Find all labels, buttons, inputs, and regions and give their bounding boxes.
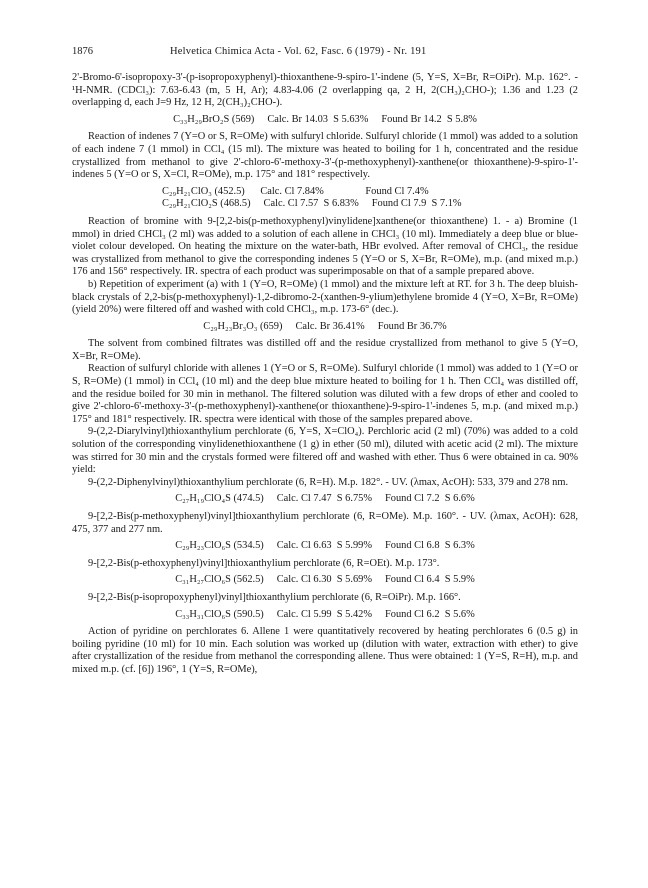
page-number: 1876 (72, 46, 93, 57)
paragraph: Reaction of indenes 7 (Y=O or S, R=OMe) with sulfuryl chloride. Sulfuryl chloride (1 mmol) was added to a solution of each indene 7 (1 mmol) in CCl₄ (15 ml). The mixture was heated to boiling for 1 h, concentrated and the residue crystallized from methanol to give 2'-chloro-6'-methoxy-3'-(p-methoxyphenyl)-xanthene(or thioxanthene)-9-spiro-1'-indenes 5 (Y=O or S, X=Cl, R=OMe), m.p. 175° and 181° respectively. (72, 131, 578, 181)
formula-line: C₃₃H₂₉BrO₂S (569) Calc. Br 14.03 S 5.63% Found Br 14.2 S 5.8% (173, 113, 477, 125)
journal-title: Helvetica Chimica Acta - Vol. 62, Fasc. 6 (1979) - Nr. 191 (170, 46, 427, 57)
formula-line: C₂₉H₂₃ClO₆S (534.5) Calc. Cl 6.63 S 5.99% Found Cl 6.8 S 6.3% (175, 540, 475, 552)
article-body (72, 72, 578, 677)
paragraph: 2'-Bromo-6'-isopropoxy-3'-(p-isopropoxyphenyl)-thioxanthene-9-spiro-1'-indene (5, Y=S, X=Br, R=OiPr). M.p. 162°. - ¹H-NMR. (CDCl₃): 7.63-6.43 (m, 5 H, Ar); 4.83-4.06 (2 overlapping qa, 2 H, 2(CH₃)₂CHO-); 1.36 and 1.23 (2 overlapping d, each J=9 Hz, 12 H, 2(CH₃)₂CHO-). (72, 72, 578, 109)
formula-line: C₃₁H₂₇ClO₆S (562.5) Calc. Cl 6.30 S 5.69% Found Cl 6.4 S 5.9% (175, 574, 475, 586)
paragraph: 9-[2,2-Bis(p-methoxyphenyl)vinyl]thioxanthylium perchlorate (6, R=OMe). M.p. 160°. - UV. (λmax, AcOH): 628, 475, 377 and 277 nm. (72, 511, 578, 535)
formula-line: C₃₃H₃₁ClO₆S (590.5) Calc. Cl 5.99 S 5.42% Found Cl 6.2 S 5.6% (175, 608, 475, 620)
paragraph: 9-[2,2-Bis(p-isopropoxyphenyl)vinyl]thioxanthylium perchlorate (6, R=OiPr). M.p. 166°. (88, 591, 461, 603)
paragraph: The solvent from combined filtrates was distilled off and the residue crystallized from methanol to give 5 (Y=O, X=Br, R=OMe). (72, 338, 578, 362)
paragraph: Action of pyridine on perchlorates 6. Allene 1 were quantitatively recovered by heating perchlorates 6 (0.5 g) in boiling pyridine (10 ml) for 10 min. Each solution was worked up (dilution with water, extraction with ether) to give after crystallization of the residue from methanol the corresponding allene. Thus were obtained: 1 (Y=S, R=H), m.p. and mixed m.p. (cf. [6]) 196°, 1 (Y=S, R=OMe), (72, 626, 578, 675)
paragraph: Reaction of bromine with 9-[2,2-bis(p-methoxyphenyl)vinylidene]xanthene(or thioxanthene) 1. - a) Bromine (1 mmol) in dried CHCl₃ (2 ml) was added to a solution of each allene in CHCl₃ (10 ml). Immediately a deep blue or blue-violet colour developed. On heating the mixture on the water-bath, HBr evolved. After removal of CHCl₃, the residue was crystallized from methanol to give the corresponding indenes 5 (Y=O or S, X=Br, R=OMe), m.p. (and mixed m.p.) 176 and 156° respectively. IR. spectra of each product was superimposable on that of a sample prepared above. (72, 215, 578, 278)
running-header (72, 46, 578, 60)
formula-line: C₂₉H₂₃Br₃O₃ (659) Calc. Br 36.41% Found Br 36.7% (203, 320, 447, 332)
paragraph: 9-[2,2-Bis(p-ethoxyphenyl)vinyl]thioxanthylium perchlorate (6, R=OEt). M.p. 173°. (88, 557, 440, 569)
paragraph: 9-(2,2-Diarylvinyl)thioxanthylium perchlorate (6, Y=S, X=ClO₄). Perchloric acid (2 ml) (70%) was added to a cold solution of the corresponding vinylidenethioxanthene (1 g) in ether (50 ml), diluted with acetic acid (2 ml). The mixture was stirred for 30 min and the crystals formed were filtered off and washed with ether. Thus 6 were obtained in ca. 90% yield: (72, 426, 578, 476)
paragraph: Reaction of sulfuryl chloride with allenes 1 (Y=O or S, R=OMe). Sulfuryl chloride (1 mmol) was added to 1 (Y=O or S, R=OMe) (1 mmol) in CCl₄ (10 ml) and the deep blue mixture heated to boiling for 1 h. Then CCl₄ was distilled off, and the residue boiled for 30 min in methanol. The filtered solution was diluted with a few drops of ether and cooled to give 2'-chloro-6'-methoxy-3'-(p-methoxyphenyl)-xanthene(or thioxanthene)-9-spiro-1'-indenes 5, m.p. (and mixed m.p.) 175° and 181° respectively. IR. spectra were identical with those of the samples prepared above. (72, 363, 578, 425)
paragraph: 9-(2,2-Diphenylvinyl)thioxanthylium perchlorate (6, R=H). M.p. 182°. - UV. (λmax, AcOH): 533, 379 and 278 nm. (88, 476, 569, 488)
formula-line: C₂₉H₂₁ClO₃ (452.5) Calc. Cl 7.84% Found Cl 7.4% C₂₉H₂₁ClO₂S (468.5) Calc. Cl 7.57 S 6.83% Found Cl 7.9 S 7.1% (162, 185, 462, 210)
formula-line: C₂₇H₁₉ClO₄S (474.5) Calc. Cl 7.47 S 6.75% Found Cl 7.2 S 6.6% (175, 493, 475, 505)
paragraph: b) Repetition of experiment (a) with 1 (Y=O, R=OMe) (1 mmol) and the mixture left at RT. for 3 h. The deep bluish-black crystals of 2,2-bis(p-methoxyphenyl)-1,2-dibromo-2-(xanthen-9-ylium)ethylene bromide 4 (Y=O, X=Br, R=OMe) (yield 20%) were filtered off and washed with cold CHCl₃, m.p. 173-6° (dec.). (72, 278, 578, 316)
